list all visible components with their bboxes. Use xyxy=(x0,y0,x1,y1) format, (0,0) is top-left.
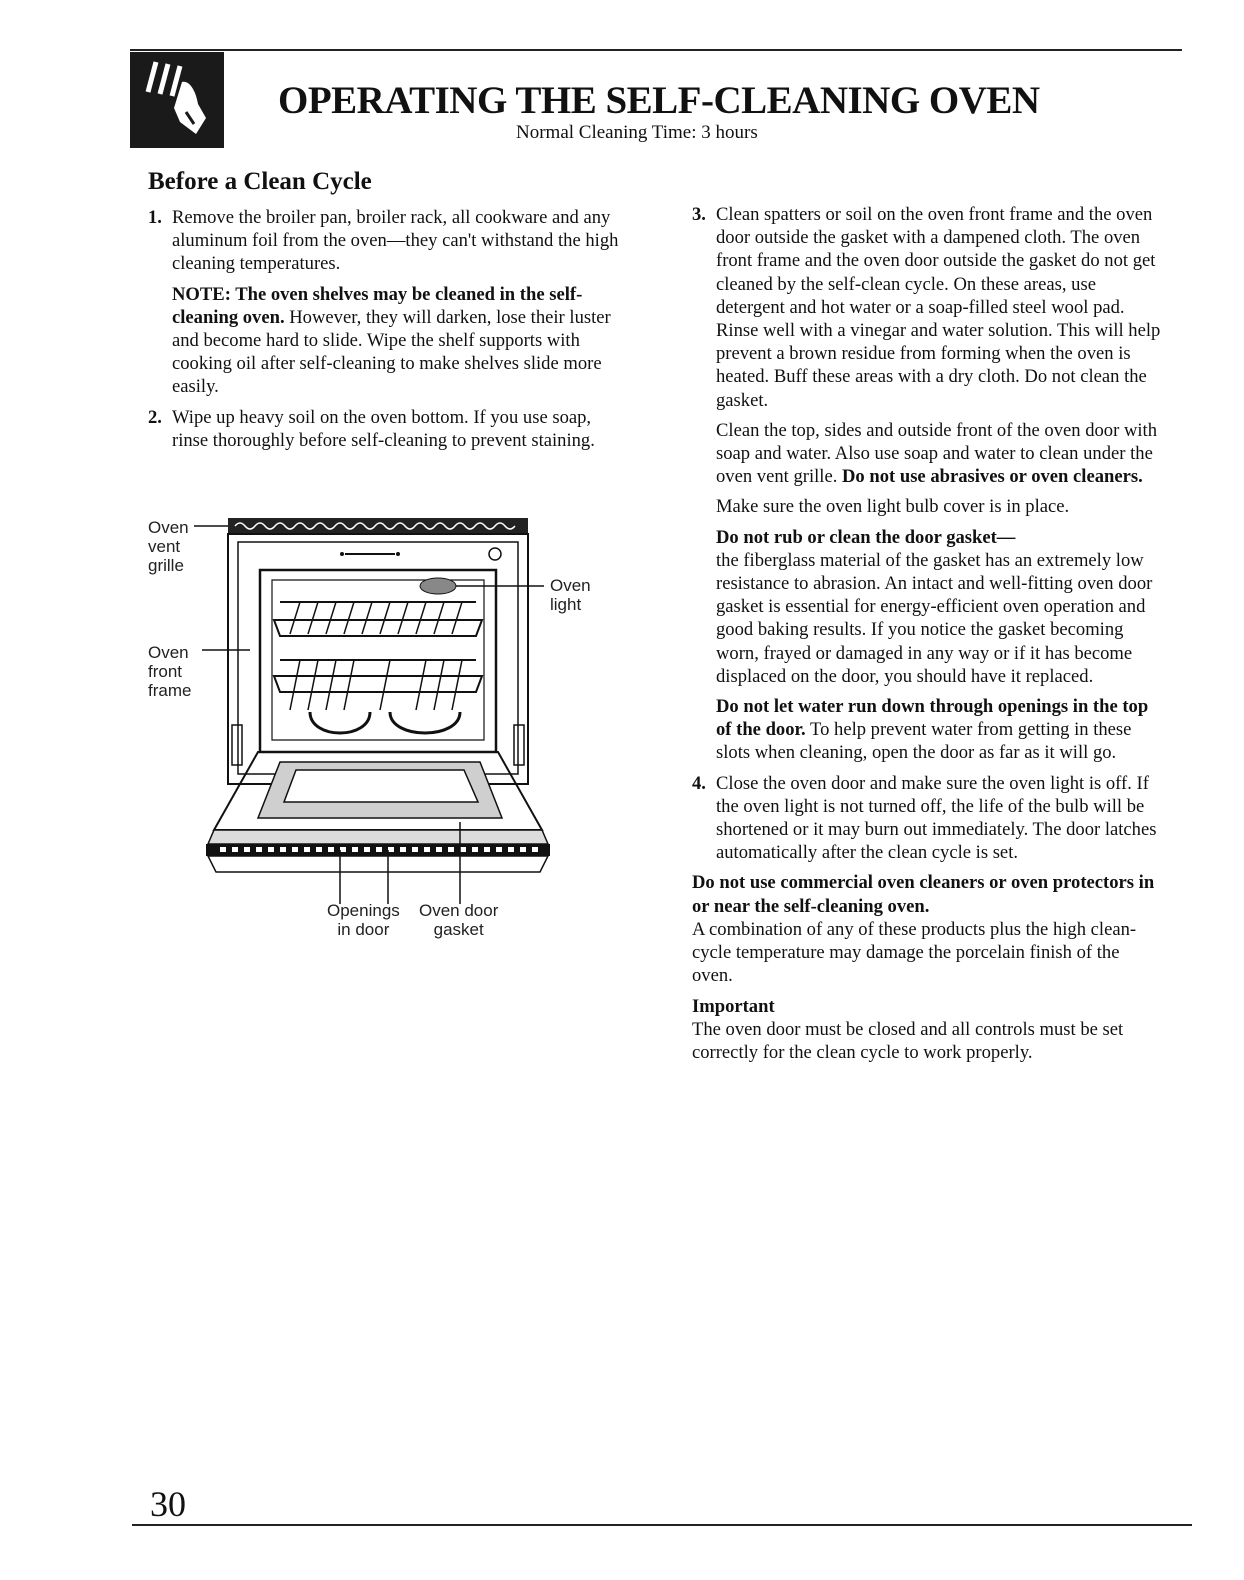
step-2 xyxy=(148,406,628,452)
step-1-note xyxy=(172,283,628,399)
step-1-text: Remove the broiler pan, broiler rack, all cookware and any aluminum foil from the oven—they can't withstand the high cleaning temperatures. xyxy=(172,207,619,275)
label-oven-light: Oven light xyxy=(550,576,591,614)
page-title: OPERATING THE SELF-CLEANING OVEN xyxy=(278,79,1040,122)
hand-wiping-icon xyxy=(130,52,224,148)
header-rule xyxy=(130,49,1182,51)
step-3-para-5: Do not let water run down through openings in the top of the door. To help prevent water from getting in these slots when cleaning, open the door as far as it will go. xyxy=(716,696,1149,764)
right-column xyxy=(692,203,1162,1071)
step-3-text: Clean spatters or soil on the oven front frame and the oven door outside the gasket with a dampened cloth. The oven front frame and the oven door outside the gasket do not get cleaned by the self-clean cycle. On these areas, use detergent and hot water or a soap-filled steel wool pad. Rinse well with a vinegar and water solution. This will help prevent a brown residue from forming when the oven is heated. Buff these areas with a dry cloth. Do not clean the gasket. xyxy=(716,204,1161,411)
step-2-text: Wipe up heavy soil on the oven bottom. If you use soap, rinse thoroughly before self-cleaning to prevent staining. xyxy=(172,406,595,451)
label-openings-in-door: Openings in door xyxy=(327,901,400,939)
step-4 xyxy=(692,772,1162,865)
self-clean-logo xyxy=(130,52,224,148)
step-1-number: 1. xyxy=(148,207,162,228)
footer-rule xyxy=(132,1524,1192,1526)
oven-light xyxy=(420,578,456,594)
section-heading: Before a Clean Cycle xyxy=(148,168,372,195)
important-note: Important The oven door must be closed and all controls must be set correctly for the clean cycle to work properly. xyxy=(692,995,1162,1065)
label-oven-vent-grille: Oven vent grille xyxy=(148,518,189,575)
warning-bold: Do not use commercial oven cleaners or oven protectors in or near the self-cleaning oven. xyxy=(692,872,1155,917)
left-column xyxy=(148,206,628,459)
step-4-number: 4. xyxy=(692,772,706,794)
step-1-note-bold: NOTE: The oven shelves may be cleaned in the self-cleaning oven. xyxy=(172,283,583,328)
step-3-para-2: Clean the top, sides and outside front of the oven door with soap and water. Also use soap and water to clean under the oven vent grille. Do not use abrasives or oven cleaners. xyxy=(716,419,1158,488)
warning-text: Do not use commercial oven cleaners or oven protectors in or near the self-cleaning oven. A combination of any of these products plus the high clean-cycle temperature may damage the porcelain finish of the oven. xyxy=(692,871,1162,987)
step-3-number: 3. xyxy=(692,204,706,225)
important-heading: Important xyxy=(692,995,775,1017)
step-1-note-text: However, they will darken, lose their luster and become hard to slide. Wipe the shelf supports with cooking oil after self-cleaning to make shelves slide more easily. xyxy=(172,306,611,398)
oven-diagram xyxy=(140,500,620,960)
step-3-para-4: Do not rub or clean the door gasket— the fiberglass material of the gasket has an extremely low resistance to abrasion. An intact and well-fitting oven door gasket is essential for energy-efficient oven operation and good baking results. If you notice the gasket becoming worn, frayed or damaged in any way or if it has become displaced on the door, you should have it replaced. xyxy=(716,526,1153,687)
label-oven-front-frame: Oven front frame xyxy=(148,643,192,700)
page-number: 30 xyxy=(150,1484,186,1524)
step-1 xyxy=(148,206,628,399)
step-4-text: Close the oven door and make sure the oven light is off. If the oven light is not turned off, the life of the bulb will be shortened or it may burn out immediately. The door latches automatically after the clean cycle is set. xyxy=(716,772,1157,864)
step-3-para-3: Make sure the oven light bulb cover is in place. xyxy=(716,496,1070,518)
oven-vent-grille xyxy=(228,518,528,534)
page-subtitle: Normal Cleaning Time: 3 hours xyxy=(516,122,758,143)
label-oven-door-gasket: Oven door gasket xyxy=(419,901,499,939)
step-2-number: 2. xyxy=(148,406,162,428)
step-3 xyxy=(692,203,1162,765)
